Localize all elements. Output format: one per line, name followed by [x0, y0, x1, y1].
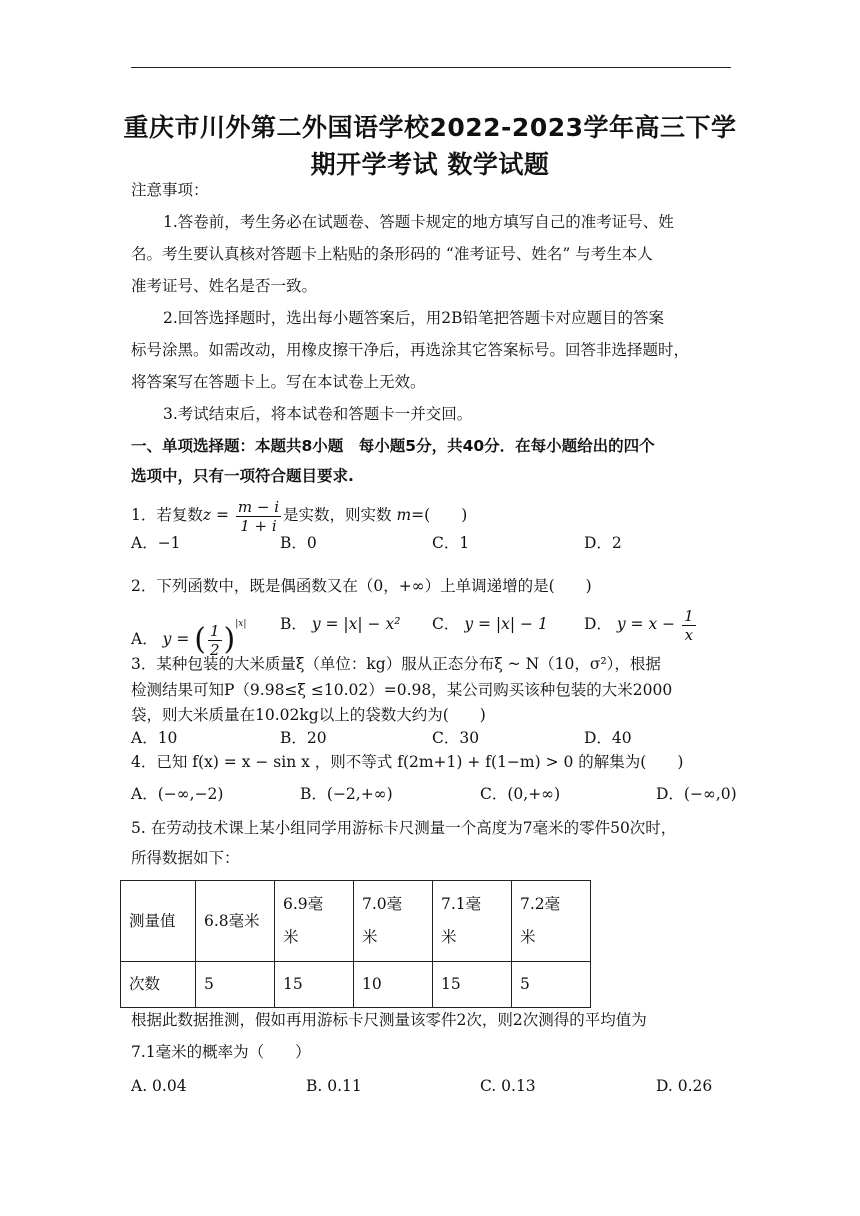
q3-stem-line1: 3．某种包装的大米质量ξ（单位：kg）服从正态分布ξ ~ N（10，σ²），根据: [131, 655, 661, 673]
q4-option-c: C．(0,+∞): [480, 785, 561, 803]
q2-d-numerator: 1: [684, 606, 694, 625]
q4-option-b: B．(−2,+∞): [300, 785, 393, 803]
q1-post: 是实数，则实数: [283, 506, 392, 524]
table-cell-7-2-line1: 7.2毫: [520, 895, 561, 913]
q2-a-fraction: [208, 622, 222, 659]
q3-stem-line3: 袋，则大米质量在10.02kg以上的袋数大约为( ): [131, 706, 486, 724]
q5-option-a: A. 0.04: [131, 1077, 187, 1095]
notice-heading: 注意事项：: [131, 181, 209, 199]
table-cell-header-count: 次数: [121, 962, 196, 1008]
q2-option-d: [584, 602, 698, 646]
q1-denominator: 1 + i: [240, 516, 277, 535]
q2-option-b-label: B．: [280, 615, 307, 633]
q1-var-m: m: [391, 506, 412, 524]
q1-var-z: z: [202, 506, 212, 524]
q1-prefix: 1．若复数: [131, 506, 203, 524]
q2-a-denominator: 2: [209, 640, 220, 659]
table-cell-count-7-0: 10: [354, 962, 433, 1008]
q3-option-d: D．40: [584, 729, 632, 747]
q2-b-expression: y = |x| − x²: [311, 615, 401, 633]
notice-item1-line3: 准考证号、姓名是否一致。: [131, 277, 318, 295]
q1-tail: =( ): [411, 506, 468, 524]
section1-heading-line1: 一、单项选择题：本题共8小题 每小题5分，共40分．在每小题给出的四个: [131, 437, 655, 455]
q2-stem: 2．下列函数中，既是偶函数又在（0，+∞）上单调递增的是( ): [131, 577, 592, 595]
table-cell-7-1-line2: 米: [441, 928, 457, 946]
q2-option-c-label: C．: [432, 615, 460, 633]
q1-option-b: B．0: [280, 534, 317, 552]
table-cell-count-7-1: 15: [433, 962, 512, 1008]
q3-option-c: C．30: [432, 729, 480, 747]
q4-option-a: A．(−∞,−2): [131, 785, 224, 803]
table-cell-header-measure: 测量值: [121, 881, 196, 962]
header-rule: [131, 67, 731, 68]
notice-item2-line3: 将答案写在答题卡上。写在本试卷上无效。: [131, 373, 426, 391]
table-cell-7-2-line2: 米: [520, 928, 536, 946]
q2-a-left-paren: (: [194, 622, 206, 657]
table-cell-count-7-2: 5: [512, 962, 591, 1008]
notice-item2-line1: 2.回答选择题时，选出每小题答案后，用2B铅笔把答题卡对应题目的答案: [163, 309, 665, 327]
table-cell-count-6-9: 15: [275, 962, 354, 1008]
q2-option-d-label: D．: [584, 615, 612, 633]
q2-a-right-paren: ): [223, 622, 236, 657]
section1-heading-line2: 选项中，只有一项符合题目要求.: [131, 467, 354, 485]
q2-d-expression: y = x −: [616, 615, 681, 633]
q5-after-line2: 7.1毫米的概率为（ ）: [131, 1043, 311, 1061]
table-cell-6-9-line2: 米: [283, 928, 299, 946]
q4-stem: 4．已知 f(x) = x − sin x ，则不等式 f(2m+1) + f(1−m) > 0 的解集为( ): [131, 753, 684, 771]
q1-stem: [131, 496, 731, 534]
q2-option-a-label: A．: [131, 630, 158, 648]
q5-option-b: B. 0.11: [306, 1077, 362, 1095]
exam-title-line1: 重庆市川外第二外国语学校2022-2023学年高三下学: [123, 113, 737, 142]
q1-fraction: [236, 498, 281, 535]
table-row-measure: [121, 881, 591, 962]
table-cell-7-1-line1: 7.1毫: [441, 895, 482, 913]
notice-item1-line1: 1.答卷前，考生务必在试题卷、答题卡规定的地方填写自己的准考证号、姓: [163, 213, 674, 231]
table-row-count: [121, 962, 591, 1008]
table-cell-7-1: [433, 881, 512, 962]
q5-stem-line1: 5. 在劳动技术课上某小组同学用游标卡尺测量一个高度为7毫米的零件50次时，: [131, 819, 677, 837]
q2-a-exponent: |x|: [235, 619, 247, 629]
exam-title-line2: 期开学考试 数学试题: [310, 150, 550, 179]
table-cell-7-0-line1: 7.0毫: [362, 895, 403, 913]
q2-option-a: [131, 602, 247, 659]
q1-equals: =: [211, 506, 234, 524]
measurement-table: [120, 880, 591, 1008]
q3-option-a: A．10: [131, 729, 178, 747]
table-cell-7-2: [512, 881, 591, 962]
q5-option-d: D. 0.26: [656, 1077, 713, 1095]
q2-option-c: [432, 614, 548, 634]
q3-option-b: B．20: [280, 729, 327, 747]
q2-d-fraction: [682, 607, 696, 644]
table-cell-count-6-8: 5: [196, 962, 275, 1008]
q2-a-var-y: y: [162, 630, 172, 648]
q1-numerator: m − i: [237, 497, 280, 516]
table-cell-6-9-line1: 6.9毫: [283, 895, 324, 913]
q5-option-c: C. 0.13: [480, 1077, 536, 1095]
notice-item1-line2: 名。考生要认真核对答题卡上粘贴的条形码的 “准考证号、姓名” 与考生本人: [131, 245, 653, 263]
q2-a-equals: =: [171, 630, 195, 648]
q2-c-expression: y = |x| − 1: [464, 615, 548, 633]
q3-stem-line2: 检测结果可知P（9.98≤ξ ≤10.02）=0.98，某公司购买该种包装的大米2000: [131, 681, 673, 699]
q1-option-d: D．2: [584, 534, 622, 552]
q2-a-numerator: 1: [209, 621, 220, 640]
table-cell-7-0: [354, 881, 433, 962]
q5-stem-line2: 所得数据如下：: [131, 849, 240, 867]
q2-option-b: [280, 614, 400, 634]
table-cell-6-9: [275, 881, 354, 962]
q5-after-line1: 根据此数据推测，假如再用游标卡尺测量该零件2次，则2次测得的平均值为: [131, 1011, 647, 1029]
q1-option-c: C．1: [432, 534, 470, 552]
notice-item3: 3.考试结束后，将本试卷和答题卡一并交回。: [163, 405, 473, 423]
q2-d-denominator: x: [684, 625, 694, 644]
table-cell-7-0-line2: 米: [362, 928, 378, 946]
notice-item2-line2: 标号涂黑。如需改动，用橡皮擦干净后，再选涂其它答案标号。回答非选择题时，: [131, 341, 690, 359]
q1-option-a: A．−1: [131, 534, 181, 552]
q4-option-d: D．(−∞,0): [656, 785, 737, 803]
table-cell-6-8: 6.8毫米: [196, 881, 275, 962]
